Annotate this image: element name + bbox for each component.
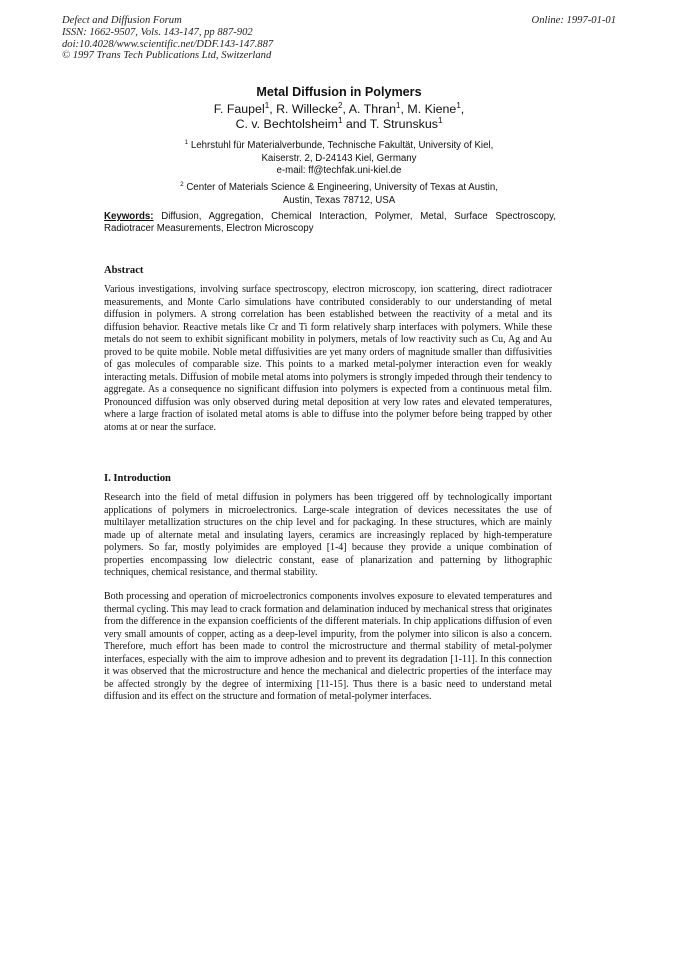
affiliation-mark: 2 bbox=[180, 180, 184, 188]
affiliation-email: e-mail: ff@techfak.uni-kiel.de bbox=[276, 165, 402, 176]
affiliation-line: Lehrstuhl für Materialverbunde, Technische Fakultät, University of Kiel, bbox=[190, 140, 494, 151]
author-affiliation-mark: 1 bbox=[396, 100, 401, 110]
introduction-heading: I. Introduction bbox=[104, 473, 171, 484]
affiliation-mark: 1 bbox=[184, 138, 189, 146]
doi-line: doi:10.4028/www.scientific.net/DDF.143-147.887 bbox=[62, 38, 274, 50]
affiliation-1 bbox=[0, 140, 678, 178]
author-line-1 bbox=[0, 102, 678, 117]
author-affiliation-mark: 1 bbox=[437, 115, 443, 125]
abstract-heading: Abstract bbox=[104, 265, 144, 276]
affiliation-2 bbox=[0, 182, 678, 207]
introduction-paragraph-2: Both processing and operation of microelectronics components involves exposure to elevated temperatures and thermal cycling. This may lead to crack formation and delamination induced by mechanical stress that originates from the difference in the expansion coefficients of the different materials. In chip applications diffusion of even very small amounts of copper, acting as a deep-level impurity, from the polymer into silicon is also a concern. Therefore, much effort has been made to control the microstructure and thermal stability of metal-polymer interfaces, especially with the aim to improve adhesion and to prevent its degradation [1-11]. In this connection it was observed that the microstructure and hence the mechanical and dielectric properties of the interface may be affected strongly by the degree of intermixing [11-15]. Thus there is a basic need to understand metal diffusion and its effect on the structure and formation of metal-polymer interfaces. bbox=[104, 591, 552, 702]
journal-header bbox=[62, 15, 273, 62]
author-affiliation-mark: 1 bbox=[337, 115, 343, 125]
author-affiliation-mark: 1 bbox=[264, 100, 270, 110]
keywords-block bbox=[104, 211, 556, 236]
online-date: Online: 1997-01-01 bbox=[531, 15, 616, 26]
affiliation-line: Kaiserstr. 2, D-24143 Kiel, Germany bbox=[261, 152, 417, 164]
author-name: T. Strunskus bbox=[369, 117, 438, 131]
author-separator: , bbox=[269, 102, 277, 116]
paper-title: Metal Diffusion in Polymers bbox=[256, 85, 422, 99]
author-line-2 bbox=[0, 117, 678, 132]
affiliation-line: Austin, Texas 78712, USA bbox=[282, 194, 396, 206]
abstract-text: Various investigations, involving surface spectroscopy, electron microscopy, ion scattering, direct radiotracer measurements, and Monte Carlo simulations have contributed considerably to our understanding of metal diffusion in polymers. A strong correlation has been established between the reactivity of a metal and its diffusion behavior. Reactive metals like Cr and Ti form relatively sharp interfaces with polymers. While these metals do not seem to exhibit significant mobility in polymers, metals of low reactivity such as Cu, Ag and Au proved to be quite mobile. Noble metal diffusivities are yet many orders of magnitude smaller than diffusivities of gas molecules of comparable size. This points to a marked metal-polymer interaction even for weakly interacting metals. Diffusion of mobile metal atoms into polymers is strongly impeded through their tendency to aggregate. As a consequence no significant diffusion into polymers is expected from a continuous metal film. Pronounced diffusion was only observed during metal deposition at very low rates and elevated temperatures, where a large fraction of isolated metal atoms is able to diffuse into the polymer before being trapped by other atoms at or near the surface. bbox=[104, 284, 552, 433]
keywords-text: Diffusion, Aggregation, Chemical Interaction, Polymer, Metal, Surface Spectroscopy, Radiotracer Measurements, Electron Microscopy bbox=[104, 211, 556, 235]
keywords-label: Keywords: bbox=[104, 211, 154, 222]
author-separator: , bbox=[400, 102, 408, 116]
affiliation-line: Center of Materials Science & Engineering, University of Texas at Austin, bbox=[186, 182, 498, 193]
author-affiliation-mark: 2 bbox=[338, 100, 343, 110]
issn-line: ISSN: 1662-9507, Vols. 143-147, pp 887-902 bbox=[62, 26, 253, 38]
author-separator: and bbox=[342, 117, 370, 131]
author-name: M. Kiene bbox=[407, 102, 457, 116]
introduction-paragraph-1: Research into the field of metal diffusion in polymers has been triggered off by technologically important applications of polymers in microelectronics. Large-scale integration of devices necessitates the use of multilayer metallization structures on the chip level and for packaging. In these structures, which are mainly made up of alternate metal and insulating layers, ceramics are increasingly replaced by high-temperature polymers. So far, mostly polyimides are employed [1-4] because they provide a unique combination of properties encompassing low dielectric constant, ease of planarization and patterning by lithographic techniques, chemical resistance, and thermal stability. bbox=[104, 492, 552, 578]
author-name: A. Thran bbox=[348, 102, 397, 116]
author-list bbox=[0, 102, 678, 132]
copyright-line: © 1997 Trans Tech Publications Ltd, Switzerland bbox=[62, 50, 272, 62]
author-name: R. Willecke bbox=[276, 102, 339, 116]
author-affiliation-mark: 1 bbox=[456, 100, 461, 110]
journal-name: Defect and Diffusion Forum bbox=[62, 15, 182, 26]
author-name: C. v. Bechtolsheim bbox=[235, 117, 338, 131]
author-separator: , bbox=[460, 102, 465, 116]
author-name: F. Faupel bbox=[213, 102, 265, 116]
author-separator: , bbox=[342, 102, 349, 116]
